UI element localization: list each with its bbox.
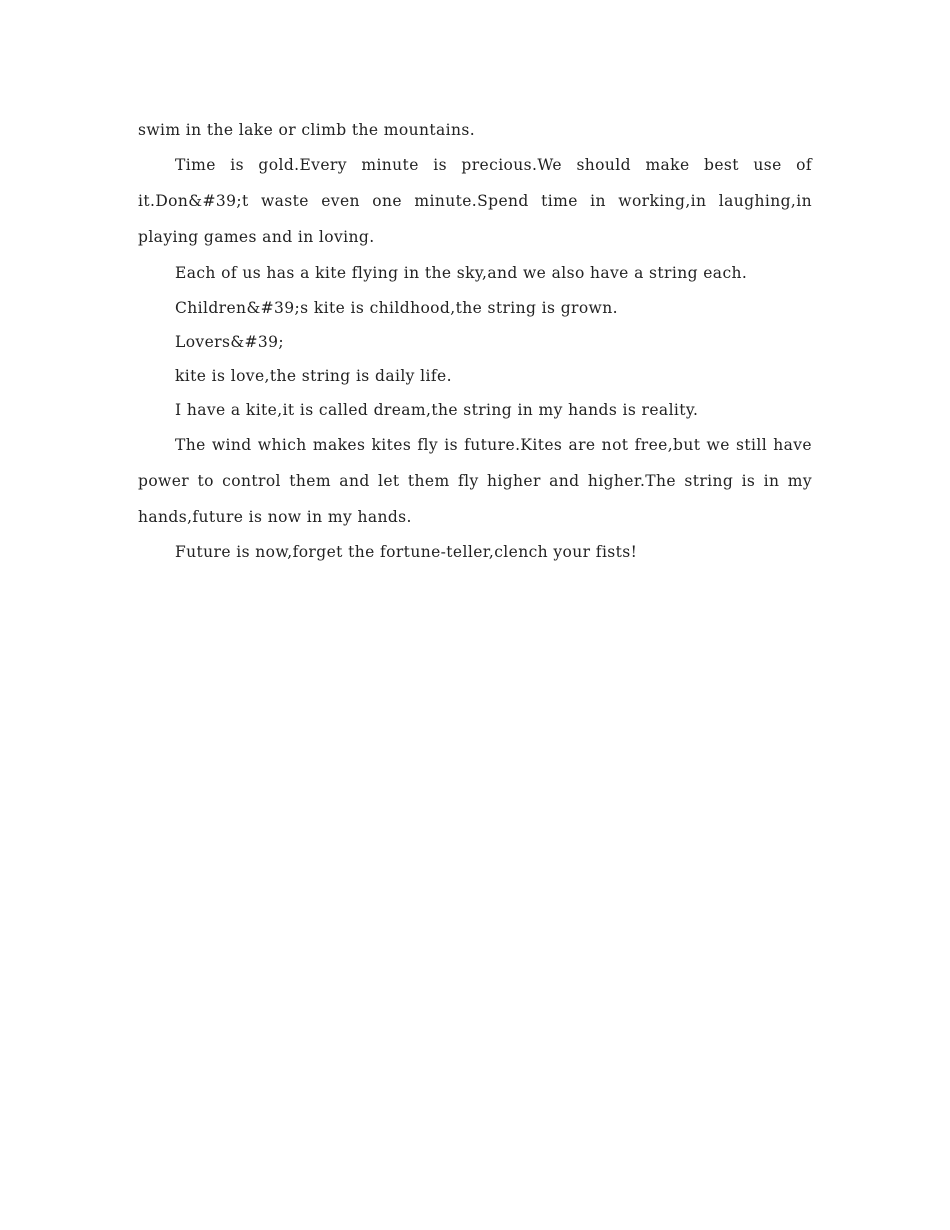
paragraph-9: Future is now,forget the fortune-teller,clench your fists! — [175, 543, 638, 561]
paragraph-6: kite is love,the string is daily life. — [175, 367, 452, 385]
document-body — [138, 113, 812, 569]
paragraph-5: Lovers&#39; — [175, 333, 285, 351]
paragraph-2: Time is gold.Every minute is precious.We should make best use of it.Don&#39;t waste even one minute.Spend time in working,in laughing,in playing games and in loving. — [138, 156, 812, 246]
paragraph-7: I have a kite,it is called dream,the string in my hands is reality. — [175, 401, 699, 419]
paragraph-1: swim in the lake or climb the mountains. — [138, 121, 476, 139]
paragraph-4: Children&#39;s kite is childhood,the string is grown. — [175, 299, 618, 317]
paragraph-3: Each of us has a kite flying in the sky,and we also have a string each. — [175, 264, 748, 282]
paragraph-8: The wind which makes kites fly is future.Kites are not free,but we still have power to control them and let them fly higher and higher.The string is in my hands,future is now in my hands. — [138, 436, 812, 526]
